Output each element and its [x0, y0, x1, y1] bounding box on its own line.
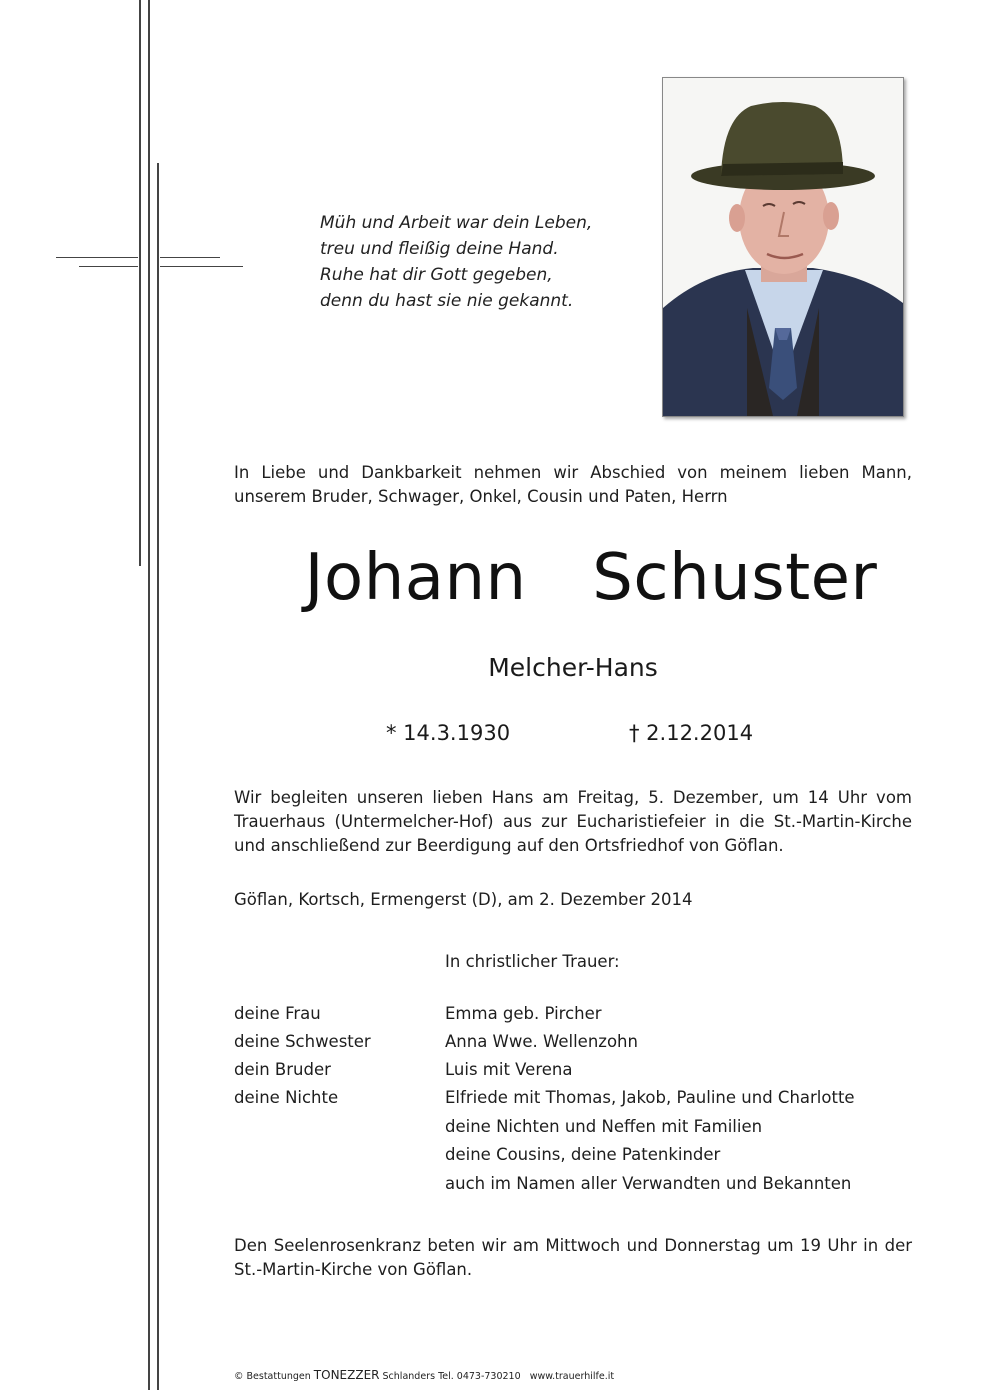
verse-line: treu und fleißig deine Hand.: [320, 239, 559, 259]
portrait-illustration: [663, 78, 903, 416]
mourner-relation: dein Bruder: [234, 1060, 331, 1079]
death-date: † 2.12.2014: [629, 721, 754, 745]
cross-beam-upper-right: [160, 257, 220, 258]
rosary-info: Den Seelenrosenkranz beten wir am Mittwoch und Donnerstag um 19 Uhr in der St.-Martin-Kirche von Göflan.: [234, 1236, 912, 1279]
vertical-rule-left: [139, 0, 141, 566]
intro-text: In Liebe und Dankbarkeit nehmen wir Abschied von meinem lieben Mann, unserem Bruder, Schwager, Onkel, Cousin und Paten, Herrn: [234, 463, 912, 506]
mourner-relation: deine Frau: [234, 1004, 321, 1023]
mourner-names: deine Cousins, deine Patenkinder: [445, 1145, 721, 1164]
mourner-names: Emma geb. Pircher: [445, 1004, 602, 1023]
cross-beam-lower: [79, 266, 138, 267]
portrait-photo: [662, 77, 904, 417]
mourner-names: Elfriede mit Thomas, Jakob, Pauline und Charlotte: [445, 1088, 855, 1107]
footer-prefix: © Bestattungen: [234, 1371, 311, 1382]
memorial-verse: [320, 210, 620, 314]
verse-line: Müh und Arbeit war dein Leben,: [320, 213, 593, 233]
mourner-names: auch im Namen aller Verwandten und Bekannten: [445, 1174, 852, 1193]
verse-line: denn du hast sie nie gekannt.: [320, 291, 574, 311]
mourner-relation: deine Nichte: [234, 1088, 339, 1107]
funeral-info: Wir begleiten unseren lieben Hans am Freitag, 5. Dezember, um 14 Uhr vom Trauerhaus (Untermelcher-Hof) aus zur Eucharistiefeier in die St.-Martin-Kirche und anschließend zur Beerdigung auf den Ortsfriedhof von Göflan.: [234, 788, 912, 855]
cross-upright: [157, 163, 159, 1390]
deceased-name: Johann Schuster: [304, 541, 878, 615]
mourner-names: Anna Wwe. Wellenzohn: [445, 1032, 638, 1051]
birth-date: * 14.3.1930: [386, 721, 511, 745]
vertical-rule-right: [148, 0, 150, 1390]
footer-web: www.trauerhilfe.it: [529, 1371, 615, 1382]
funeral-home-footer: [234, 1368, 614, 1384]
footer-phone: Tel. 0473-730210: [438, 1371, 521, 1382]
cross-beam-upper: [56, 257, 138, 258]
verse-line: Ruhe hat dir Gott gegeben,: [320, 265, 553, 285]
mourner-names: deine Nichten und Neffen mit Familien: [445, 1117, 763, 1136]
footer-brand: TONEZZER: [313, 1368, 380, 1382]
place-date: Göflan, Kortsch, Ermengerst (D), am 2. Dezember 2014: [234, 890, 693, 909]
cross-beam-lower-right: [160, 266, 243, 267]
mourner-names: Luis mit Verena: [445, 1060, 573, 1079]
deceased-nickname: Melcher-Hans: [488, 653, 658, 682]
mourner-relation: deine Schwester: [234, 1032, 371, 1051]
footer-town: Schlanders: [382, 1371, 436, 1382]
mourning-heading: In christlicher Trauer:: [445, 952, 620, 971]
